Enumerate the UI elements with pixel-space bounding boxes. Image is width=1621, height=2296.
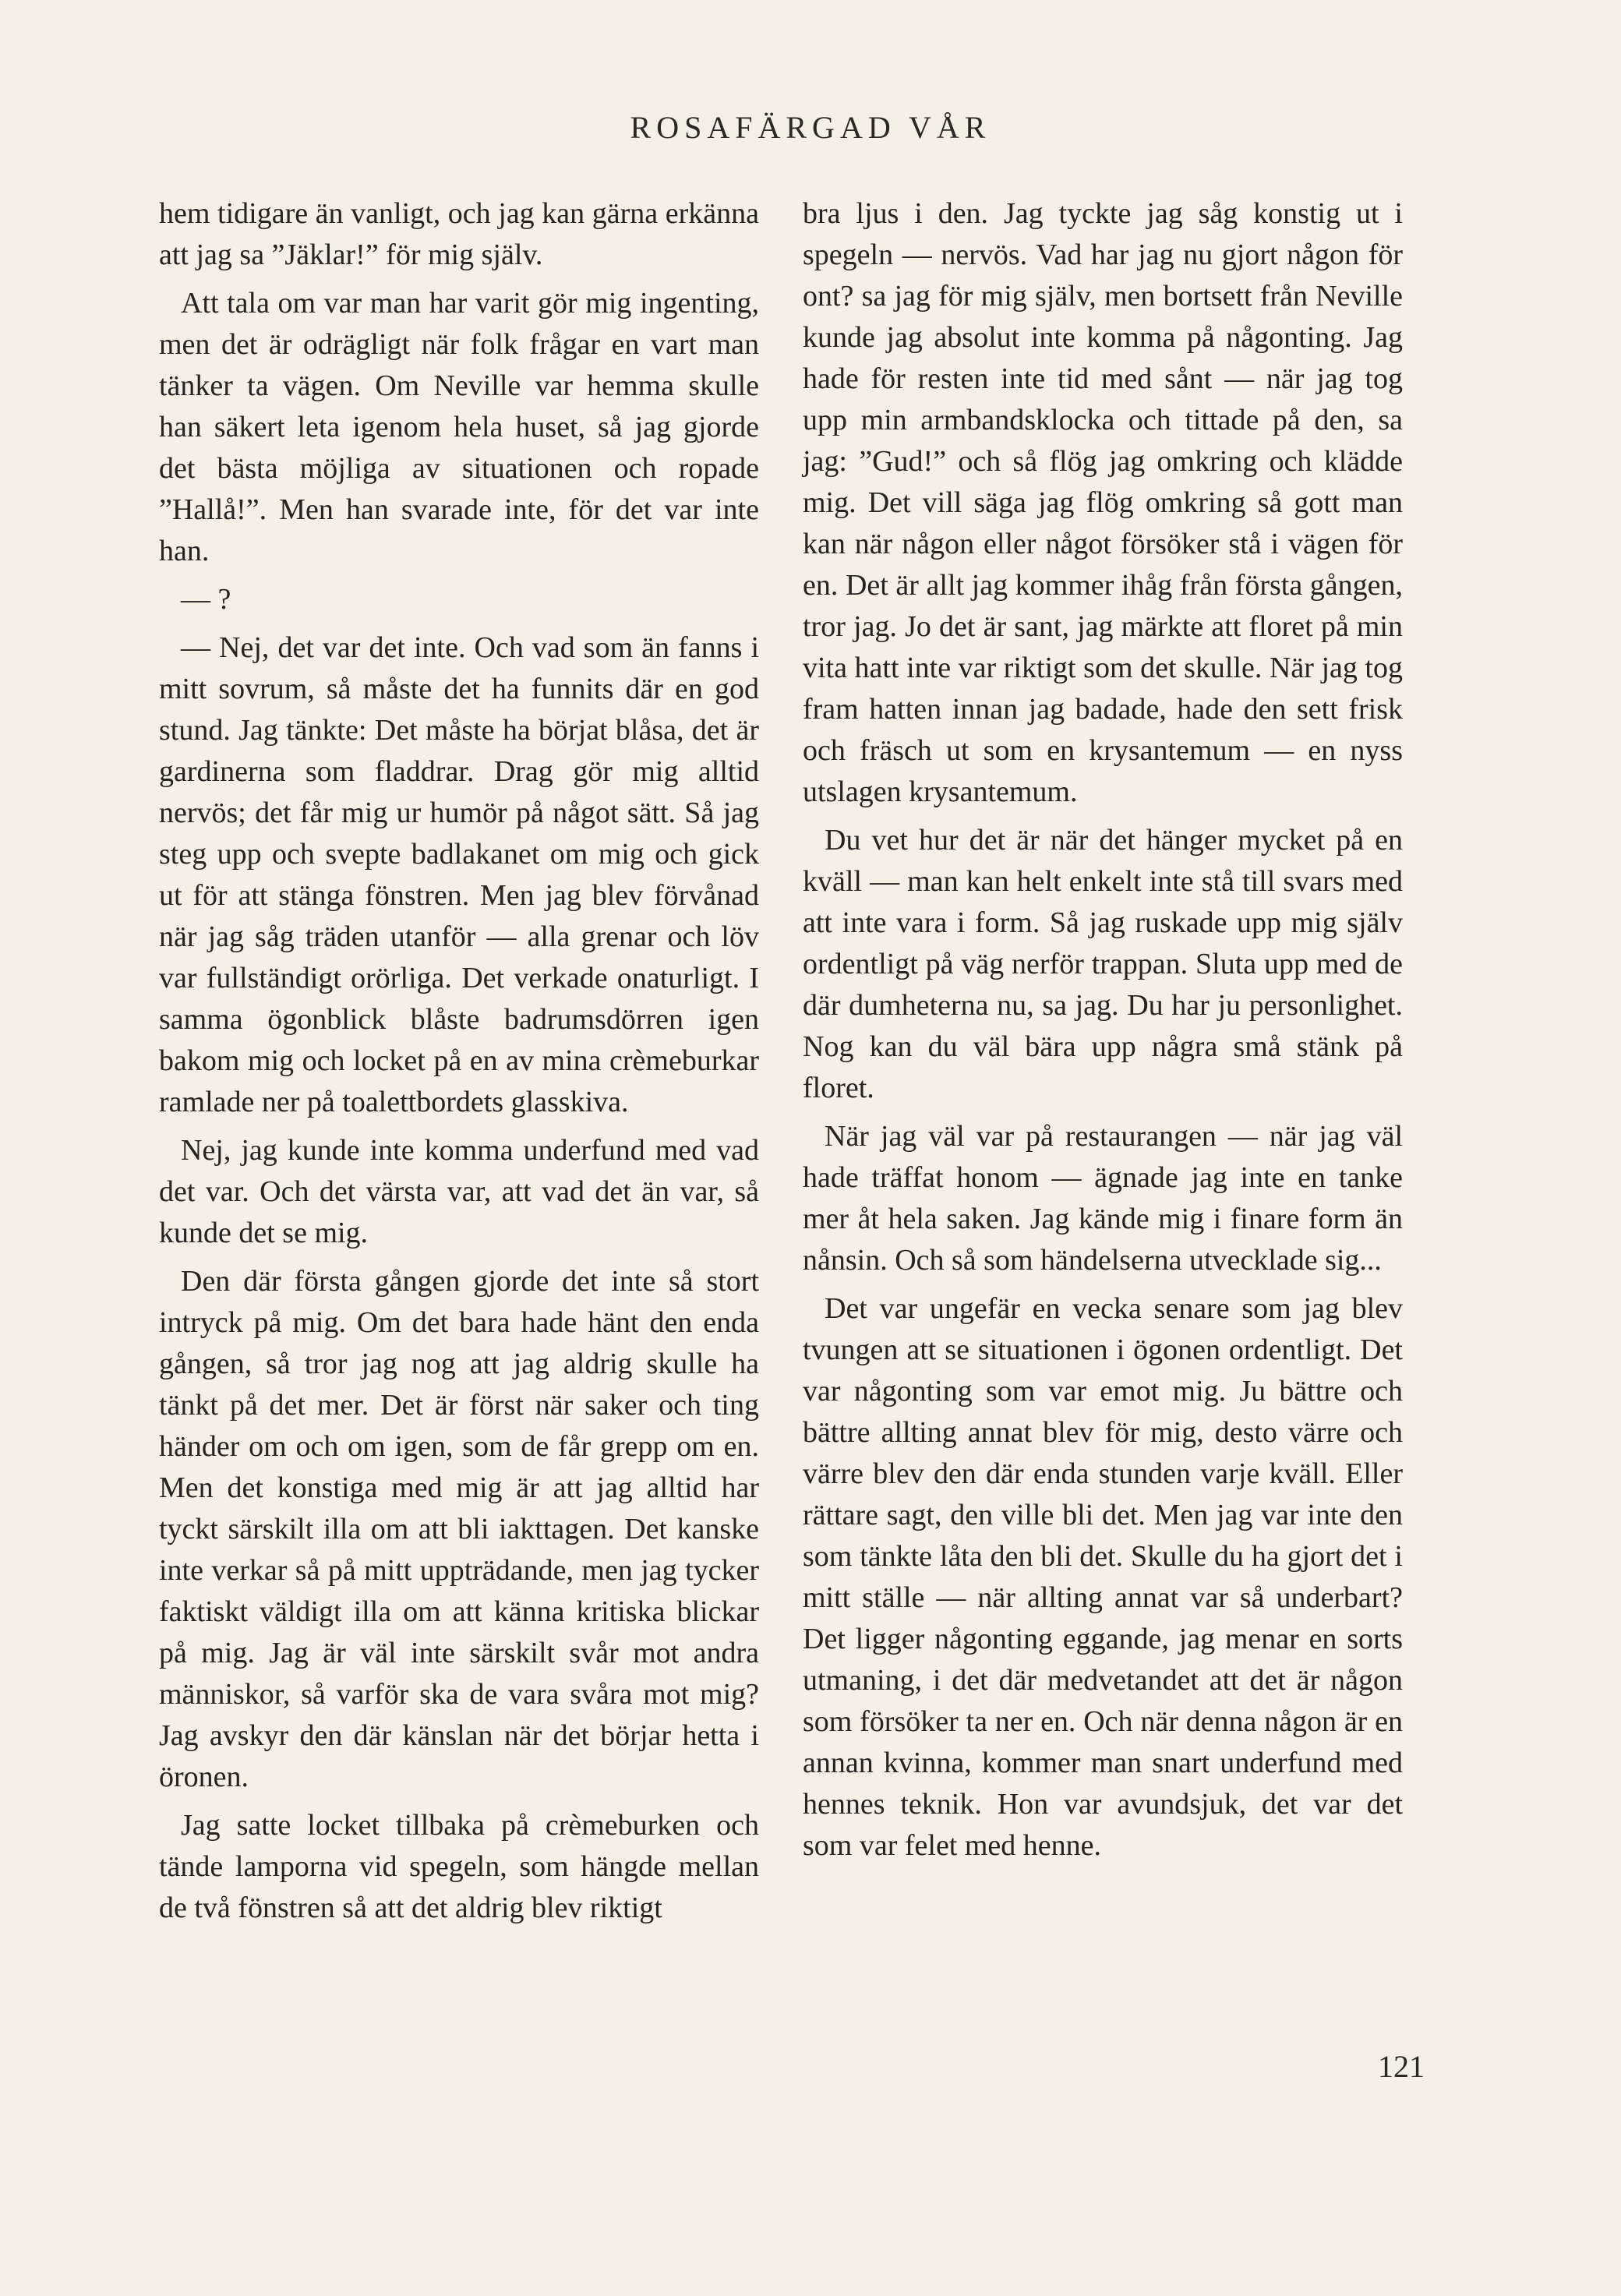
paragraph: Att tala om var man har varit gör mig ingenting, men det är odrägligt när folk frågar en vart man tänker ta vägen. Om Neville var hemma skulle han säkert leta igenom hela huset, så jag gjorde det bästa möjliga av situationen och ropade ”Hallå!”. Men han svarade inte, för det var inte han. <box>159 287 759 567</box>
right-column <box>803 193 1403 1874</box>
paragraph: När jag väl var på restaurangen — när jag väl hade träffat honom — ägnade jag inte en tanke mer åt hela saken. Jag kände mig i finare form än nånsin. Och så som händelserna utvecklade sig... <box>803 1120 1403 1277</box>
paragraph: hem tidigare än vanligt, och jag kan gärna erkänna att jag sa ”Jäklar!” för mig själv. <box>159 197 759 271</box>
paragraph: — ? <box>181 583 231 616</box>
left-column <box>159 193 759 1936</box>
paragraph: bra ljus i den. Jag tyckte jag såg konstig ut i spegeln — nervös. Vad har jag nu gjort någon för ont? sa jag för mig själv, men bortsett från Neville kunde jag absolut inte komma på någonting. Jag hade för resten inte tid med sånt — när jag tog upp min armbandsklocka och tittade på den, sa jag: ”Gud!” och så flög jag omkring och klädde mig. Det vill säga jag flög omkring så gott man kan när någon eller något försöker stå i vägen för en. Det är allt jag kommer ihåg från första gången, tror jag. Jo det är sant, jag märkte att floret på min vita hatt inte var riktigt som det skulle. När jag tog fram hatten innan jag badade, hade den sett frisk och fräsch ut som en krysantemum — en nyss utslagen krysantemum. <box>803 197 1403 808</box>
paragraph: Den där första gången gjorde det inte så stort intryck på mig. Om det bara hade hänt den enda gången, så tror jag nog att jag aldrig skulle ha tänkt på det mer. Det är först när saker och ting händer om och om igen, som de får grepp om en. Men det konstiga med mig är att jag alltid har tyckt särskilt illa om att bli iakttagen. Det kanske inte verkar så på mitt uppträdande, men jag tycker faktiskt väldigt illa om att känna kritiska blickar på mig. Jag är väl inte särskilt svår mot andra människor, så varför ska de vara svåra mot mig? Jag avskyr den där känslan när det börjar hetta i öronen. <box>159 1265 759 1793</box>
paragraph: Du vet hur det är när det hänger mycket på en kväll — man kan helt enkelt inte stå till svars med att inte vara i form. Så jag ruskade upp mig själv ordentligt på väg nerför trappan. Sluta upp med de där dumheterna nu, sa jag. Du har ju personlighet. Nog kan du väl bära upp några små stänk på floret. <box>803 824 1403 1104</box>
paragraph: Jag satte locket tillbaka på crèmeburken och tände lamporna vid spegeln, som hängde mellan de två fönstren så att det aldrig blev riktigt <box>159 1809 759 1924</box>
running-header: ROSAFÄRGAD VÅR <box>630 110 991 145</box>
paragraph: Nej, jag kunde inte komma underfund med vad det var. Och det värsta var, att vad det än var, så kunde det se mig. <box>159 1134 759 1249</box>
paragraph: — Nej, det var det inte. Och vad som än fanns i mitt sovrum, så måste det ha funnits där en god stund. Jag tänkte: Det måste ha börjat blåsa, det är gardinerna som fladdrar. Drag gör mig alltid nervös; det får mig ur humör på något sätt. Så jag steg upp och svepte badlakanet om mig och gick ut för att stänga fönstren. Men jag blev förvånad när jag såg träden utanför — alla grenar och löv var fullständigt orörliga. Det verkade onaturligt. I samma ögonblick blåste badrumsdörren igen bakom mig och locket på en av mina crèmeburkar ramlade ner på toalettbordets glasskiva. <box>159 631 759 1118</box>
paragraph: Det var ungefär en vecka senare som jag blev tvungen att se situationen i ögonen ordentligt. Det var någonting som var emot mig. Ju bättre och bättre allting annat blev för mig, desto värre och värre blev den där enda stunden varje kväll. Eller rättare sagt, den ville bli det. Men jag var inte den som tänkte låta den bli det. Skulle du ha gjort det i mitt ställe — när allting annat var så underbart? Det ligger någonting eggande, jag menar en sorts utmaning, i det där medvetandet att det är någon som försöker ta ner en. Och när denna någon är en annan kvinna, kommer man snart underfund med hennes teknik. Hon var avundsjuk, det var det som var felet med henne. <box>803 1292 1403 1862</box>
page-number: 121 <box>1378 2049 1425 2084</box>
